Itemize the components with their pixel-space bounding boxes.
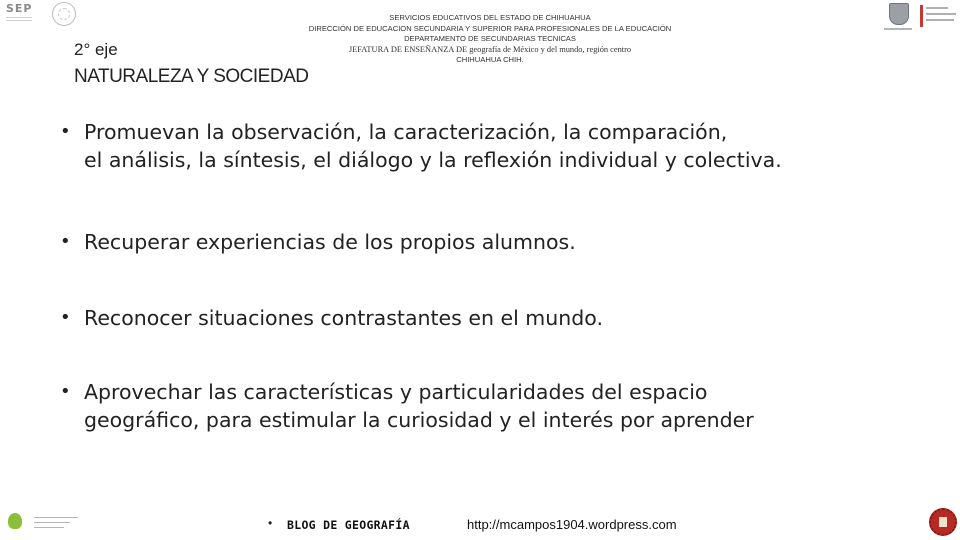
header-line-1: SERVICIOS EDUCATIVOS DEL ESTADO DE CHIHUAHUA [389,13,591,22]
blog-url-link[interactable]: http://mcampos1904.wordpress.com [467,517,677,532]
shield-icon [889,3,909,25]
header-line-5: CHIHUAHUA CHIH. [456,55,524,64]
bullet-item [60,228,944,256]
chihuahua-shield-logo [884,3,912,31]
header-line-2: DIRECCIÓN DE EDUCACION SECUNDARIA Y SUPERIOR PARA PROFESIONALES DE LA EDUCACIÓN [308,23,672,33]
axis-title: NATURALEZA Y SOCIEDAD [74,66,309,87]
bullet-text-line: geográfico, para estimular la curiosidad y el interés por aprender [84,408,754,432]
bullet-item [60,118,944,174]
bullet-item [60,304,944,332]
axis-number: 2° eje [74,40,118,59]
header-line-3: DEPARTAMENTO DE SECUNDARIAS TECNICAS [404,34,576,43]
sep-logo-mark: SEP [6,2,33,15]
education-secretariat-logo [920,3,958,29]
header-line-4: JEFATURA DE ENSEÑANZA DE geografía de México y del mundo, región centro [348,44,632,54]
bullet-text-line: Reconocer situaciones contrastantes en el mundo. [84,306,603,330]
bullet-text-line: el análisis, la síntesis, el diálogo y la reflexión individual y colectiva. [84,148,782,172]
bullet-item [60,378,944,434]
footer-left-logo [6,512,86,532]
bullet-dot-icon: • [60,307,71,328]
national-seal-logo [52,2,76,26]
blog-label: BLOG DE GEOGRAFÍA [287,518,410,532]
bullet-text-line: Promuevan la observación, la caracterización, la comparación, [84,120,728,144]
footer-bullet: • [268,516,273,530]
institution-header [300,13,680,66]
school-gear-logo [929,508,957,536]
bullet-dot-icon: • [60,121,71,142]
bullet-dot-icon: • [60,381,71,402]
bullet-text-line: Recuperar experiencias de los propios alumnos. [84,230,576,254]
sep-logo [6,2,42,24]
leaf-icon [8,513,22,529]
bullet-dot-icon: • [60,231,71,252]
bullet-text-line: Aprovechar las características y particularidades del espacio [84,380,708,404]
